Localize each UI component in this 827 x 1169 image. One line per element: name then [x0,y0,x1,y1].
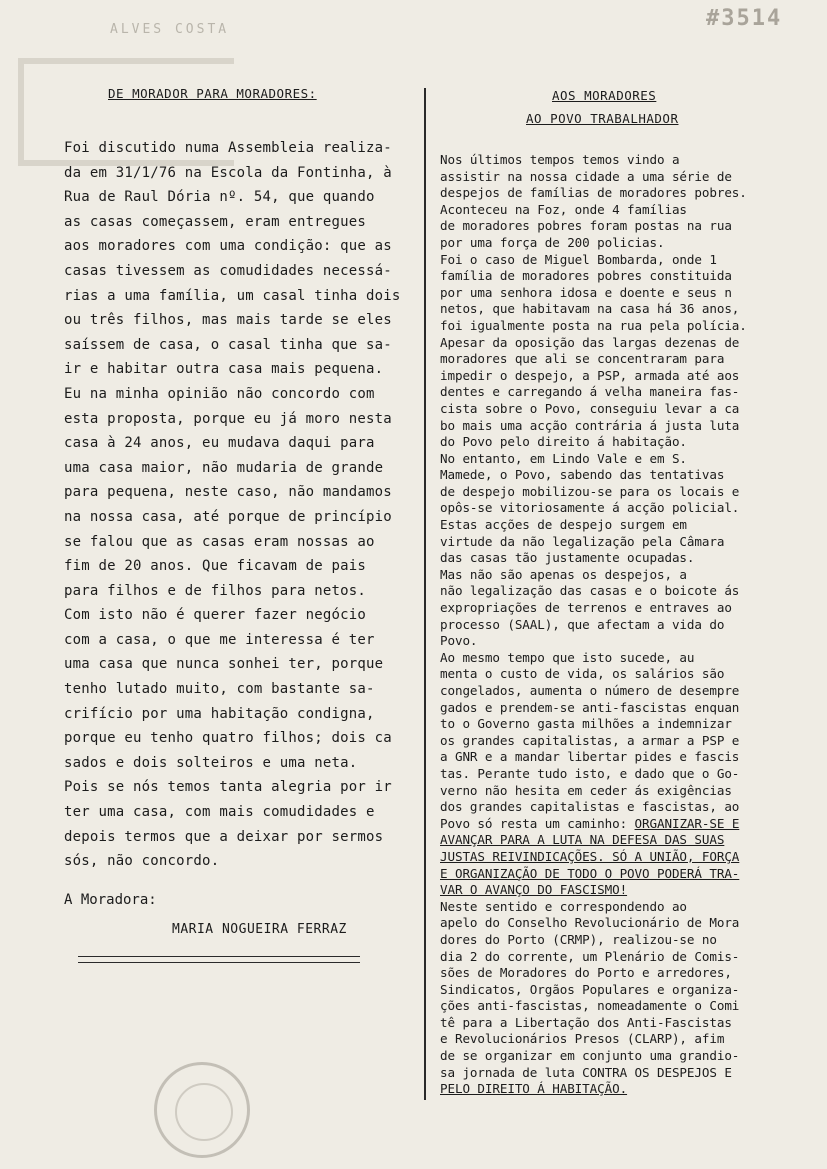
archive-number: #3514 [706,6,783,31]
right-subtitle: AO POVO TRABALHADOR [526,111,679,126]
column-divider [424,88,426,1100]
closing-paragraph: Neste sentido e correspondendo ao apelo do Conselho Revolucionário de Mora dores do Porto (CRMP), realizou-se no dia 2 do corrente, um Plenário de Comis- sões de Moradores do Porto e arredores, Sindicatos, Orgãos Populares e organiza- ções anti-fascistas, nomeadamente o Comi tê para a Libertação dos Anti-Fascistas e Revolucionários Presos (CLARP), afim de se organizar em conjunto uma grandio- sa jornada de luta CONTRA OS DESPEJOS E [440,898,740,1080]
left-column [64,86,414,937]
left-title: DE MORADOR PARA MORADORES: [108,86,317,101]
body-paragraph: Nos últimos tempos temos vindo a assistir na nossa cidade a uma série de despejos de famílias de moradores pobres. Aconteceu na Foz, onde 4 famílias de moradores pobres foram postas na rua por uma força de 200 policias. Foi o caso de Miguel Bombarda, onde 1 família de moradores pobres constituida por uma senhora idosa e doente e seus n netos, que habitavam na casa há 36 anos, foi igualmente posta na rua pela polícia. Apesar da oposição das largas dezenas de moradores que ali se concentraram para impedir o despejo, a PSP, armada até aos dentes e carregando á velha maneira fas- cista sobre o Povo, conseguiu levar a ca bo mais uma acção contrária á justa luta do Povo pelo direito á habitação. No entanto, em Lindo Vale e em S. Mamede, o Povo, sabendo das tentativas de despejo mobilizou-se para os locais e opôs-se vitoriosamente á acção policial. Estas acções de despejo surgem em virtude da não legalização pela Câmara das casas tão justamente ocupadas. Mas não são apenas os despejos, a não legalização das casas e o boicote ás expropriações de terrenos e entraves ao processo (SAAL), que afectam a vida do Povo. Ao mesmo tempo que isto sucede, au menta o custo de vida, os salários são congelados, aumenta o número de desempre gados e prendem-se anti-fascistas enquan to o Governo gasta milhões a indemnizar os grandes capitalistas, a armar a PSP e a GNR e a mandar libertar pides e fascis tas. Perante tudo isto, e dado que o Go- verno não hesita em ceder ás exigências dos grandes capitalistas e fascistas, ao Povo só resta um caminho: [440,152,747,831]
divider-rule [78,962,360,963]
signoff: A Moradora: [64,891,157,908]
signature-name: MARIA NOGUEIRA FERRAZ [172,921,347,937]
right-body-text [440,152,798,1098]
library-seal-stamp [154,1062,250,1158]
right-column [440,88,798,1098]
closing-emphasis: PELO DIREITO Á HABITAÇÃO. [440,1081,628,1097]
divider-rule [78,956,360,957]
right-title: AOS MORADORES [552,88,657,103]
call-to-action-text: ORGANIZAR-SE E AVANÇAR PARA A LUTA NA DEFESA DAS SUAS JUSTAS REIVINDICAÇÕES. SÓ A UNIÃO, FORÇA E ORGANIZAÇÃO DE TODO O POVO PODERÁ TRA- VAR O AVANÇO DO FASCISMO! [440,815,740,898]
archive-stamp: ALVES COSTA [110,22,230,37]
left-body-text: Foi discutido numa Assembleia realiza- da em 31/1/76 na Escola da Fontinha, à Rua de Raul Dória nº. 54, que quando as casas começassem, eram entregues aos moradores com uma condição: que as casas tivessem as comudidades necessá- rias a uma família, um casal tinha dois ou três filhos, mas mais tarde se eles saíssem de casa, o casal tinha que sa- ir e habitar outra casa mais pequena. Eu na minha opinião não concordo com esta proposta, porque eu já moro nesta casa à 24 anos, eu mudava daqui para uma casa maior, não mudaria de grande para pequena, neste caso, não mandamos na nossa casa, até porque de princípio se falou que as casas eram nossas ao fim de 20 anos. Que ficavam de pais para filhos e de filhos para netos. Com isto não é querer fazer negócio com a casa, o que me interessa é ter uma casa que nunca sonhei ter, porque tenho lutado muito, com bastante sa- crifício por uma habitação condigna, porque eu tenho quatro filhos; dois ca sados e dois solteiros e uma neta. Pois se nós temos tanta alegria por ir ter uma casa, com mais comudidades e depois termos que a deixar por sermos sós, não concordo. [64,140,401,870]
